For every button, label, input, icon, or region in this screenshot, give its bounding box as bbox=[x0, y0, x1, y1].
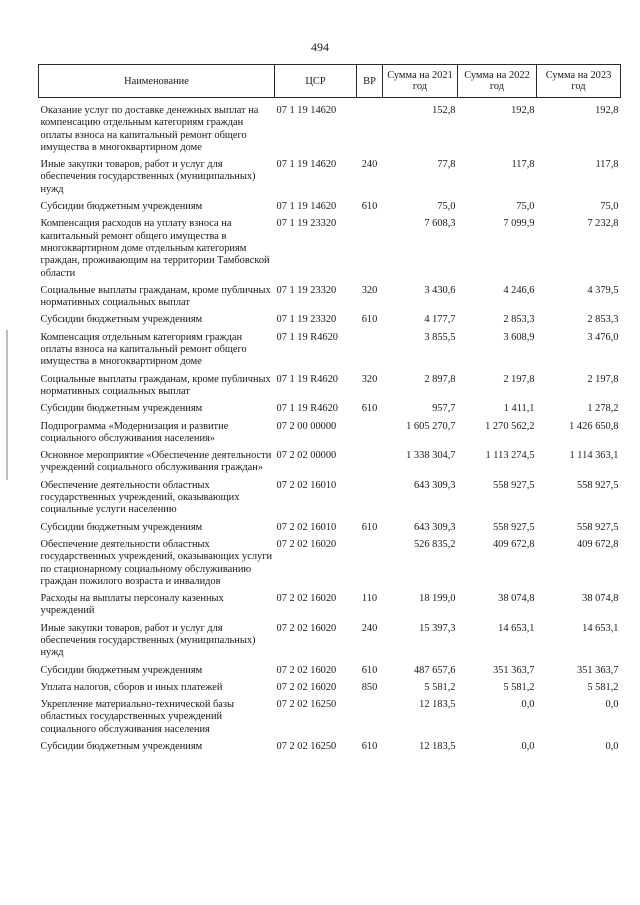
row-sum-2022: 0,0 bbox=[521, 741, 535, 753]
table-row bbox=[39, 201, 621, 218]
row-sum-2023: 409 672,8 bbox=[576, 538, 619, 550]
row-name: Иные закупки товаров, работ и услуг для обеспечения государственных (муниципальных) нужд bbox=[40, 622, 256, 659]
row-sum-2022: 117,8 bbox=[511, 159, 535, 171]
row-name: Субсидии бюджетным учреждениям bbox=[40, 201, 203, 213]
row-csr: 07 2 02 00000 bbox=[276, 450, 337, 462]
row-sum-2021: 487 657,6 bbox=[413, 664, 456, 676]
row-sum-2023: 0,0 bbox=[605, 699, 619, 711]
row-vr bbox=[357, 480, 383, 522]
row-vr bbox=[357, 218, 383, 284]
row-csr: 07 1 19 14620 bbox=[276, 159, 337, 171]
row-name: Субсидии бюджетным учреждениям bbox=[40, 314, 203, 326]
table-row bbox=[39, 332, 621, 374]
table-row bbox=[39, 421, 621, 451]
table-row bbox=[39, 159, 621, 201]
row-sum-2022: 1 411,1 bbox=[503, 403, 535, 415]
row-sum-2023: 117,8 bbox=[595, 159, 619, 171]
row-name: Субсидии бюджетным учреждениям bbox=[40, 403, 203, 415]
header-sum-2021: Сумма на 2021 год bbox=[383, 65, 458, 98]
row-name: Субсидии бюджетным учреждениям bbox=[40, 521, 203, 533]
row-csr: 07 1 19 23320 bbox=[276, 314, 337, 326]
row-sum-2022: 14 653,1 bbox=[498, 622, 535, 634]
row-sum-2021: 152,8 bbox=[432, 105, 456, 116]
row-vr bbox=[357, 332, 383, 374]
row-csr: 07 1 19 23320 bbox=[276, 284, 337, 296]
table-row bbox=[39, 403, 621, 420]
row-csr: 07 2 00 00000 bbox=[276, 420, 337, 432]
header-sum-2023: Сумма на 2023 год bbox=[537, 65, 621, 98]
row-vr: 610 bbox=[361, 664, 378, 676]
row-sum-2021: 75,0 bbox=[437, 201, 456, 213]
row-sum-2023: 351 363,7 bbox=[576, 664, 619, 676]
row-csr: 07 1 19 R4620 bbox=[276, 403, 338, 415]
table-row bbox=[39, 450, 621, 480]
row-csr: 07 2 02 16010 bbox=[276, 521, 337, 533]
row-sum-2023: 38 074,8 bbox=[582, 593, 619, 605]
row-vr: 610 bbox=[361, 314, 378, 326]
row-name: Подпрограмма «Модернизация и развитие социального обслуживания населения» bbox=[40, 420, 229, 444]
row-sum-2021: 7 608,3 bbox=[424, 218, 456, 230]
row-sum-2022: 558 927,5 bbox=[492, 479, 535, 491]
table-row bbox=[39, 218, 621, 284]
row-sum-2021: 643 309,3 bbox=[413, 521, 456, 533]
row-sum-2021: 3 430,6 bbox=[424, 284, 456, 296]
row-vr: 610 bbox=[361, 201, 378, 213]
row-sum-2021: 1 338 304,7 bbox=[406, 450, 456, 462]
row-sum-2021: 15 397,3 bbox=[419, 622, 456, 634]
row-vr bbox=[357, 539, 383, 593]
table-row bbox=[39, 741, 621, 758]
table-row bbox=[39, 374, 621, 404]
row-sum-2022: 2 853,3 bbox=[503, 314, 535, 326]
table-row bbox=[39, 98, 621, 160]
row-sum-2022: 38 074,8 bbox=[498, 593, 535, 605]
row-sum-2022: 3 608,9 bbox=[503, 331, 535, 343]
row-sum-2021: 4 177,7 bbox=[424, 314, 456, 326]
row-sum-2023: 1 278,2 bbox=[587, 403, 619, 415]
table-row bbox=[39, 314, 621, 331]
table-row bbox=[39, 285, 621, 315]
row-name: Уплата налогов, сборов и иных платежей bbox=[40, 681, 223, 693]
row-sum-2021: 3 855,5 bbox=[424, 331, 456, 343]
header-sum-2022: Сумма на 2022 год bbox=[458, 65, 537, 98]
header-name: Наименование bbox=[39, 65, 275, 98]
row-sum-2022: 409 672,8 bbox=[492, 538, 535, 550]
row-csr: 07 2 02 16020 bbox=[276, 538, 337, 550]
header-vr: ВР bbox=[357, 65, 383, 98]
row-name: Субсидии бюджетным учреждениям bbox=[40, 664, 203, 676]
row-sum-2023: 558 927,5 bbox=[576, 521, 619, 533]
row-vr bbox=[357, 98, 383, 160]
row-sum-2021: 526 835,2 bbox=[413, 538, 456, 550]
table-row bbox=[39, 522, 621, 539]
page-number: 494 bbox=[311, 40, 329, 54]
row-name: Субсидии бюджетным учреждениям bbox=[40, 741, 203, 753]
row-csr: 07 1 19 R4620 bbox=[276, 373, 338, 385]
row-sum-2022: 0,0 bbox=[521, 699, 535, 711]
row-sum-2023: 3 476,0 bbox=[587, 331, 619, 343]
row-sum-2022: 5 581,2 bbox=[503, 681, 535, 693]
row-csr: 07 2 02 16020 bbox=[276, 622, 337, 634]
row-vr: 320 bbox=[361, 284, 378, 296]
row-sum-2023: 2 853,3 bbox=[587, 314, 619, 326]
table-row bbox=[39, 539, 621, 593]
table-row bbox=[39, 682, 621, 699]
row-vr: 240 bbox=[361, 159, 378, 171]
row-sum-2023: 0,0 bbox=[605, 741, 619, 753]
row-vr: 610 bbox=[361, 403, 378, 415]
row-vr bbox=[357, 450, 383, 480]
row-csr: 07 1 19 23320 bbox=[276, 218, 337, 230]
row-csr: 07 2 02 16020 bbox=[276, 681, 337, 693]
row-csr: 07 2 02 16010 bbox=[276, 479, 337, 491]
row-vr: 610 bbox=[361, 741, 378, 753]
row-csr: 07 2 02 16250 bbox=[276, 699, 337, 711]
row-sum-2022: 75,0 bbox=[516, 201, 535, 213]
table-row bbox=[39, 480, 621, 522]
row-sum-2023: 1 114 363,1 bbox=[569, 450, 619, 462]
table-row bbox=[39, 699, 621, 741]
row-vr bbox=[357, 699, 383, 741]
table-header bbox=[39, 65, 621, 98]
row-csr: 07 1 19 R4620 bbox=[276, 331, 338, 343]
table-body bbox=[39, 98, 621, 759]
row-name: Расходы на выплаты персоналу казенных учреждений bbox=[40, 593, 224, 617]
scan-margin-mark bbox=[6, 330, 8, 480]
table-row bbox=[39, 623, 621, 665]
row-sum-2021: 643 309,3 bbox=[413, 479, 456, 491]
row-sum-2021: 2 897,8 bbox=[424, 373, 456, 385]
table-row bbox=[39, 593, 621, 623]
row-sum-2022: 2 197,8 bbox=[503, 373, 535, 385]
table-row bbox=[39, 665, 621, 682]
row-sum-2022: 4 246,6 bbox=[503, 284, 535, 296]
row-vr bbox=[357, 421, 383, 451]
row-name: Компенсация расходов на уплату взноса на капитальный ремонт общего имущества в многоквартирном доме отдельным категориям граждан, проживающим на территории Тамбовской области bbox=[40, 218, 270, 279]
row-csr: 07 2 02 16020 bbox=[276, 593, 337, 605]
row-name: Основное мероприятие «Обеспечение деятельности учреждений социального обслуживания граждан» bbox=[40, 450, 272, 474]
row-name: Социальные выплаты гражданам, кроме публичных нормативных социальных выплат bbox=[40, 284, 271, 309]
row-sum-2021: 18 199,0 bbox=[419, 593, 456, 605]
row-vr: 240 bbox=[361, 622, 378, 634]
budget-table bbox=[38, 64, 621, 758]
row-sum-2023: 192,8 bbox=[595, 105, 619, 116]
row-name: Укрепление материально-технической базы областных государственных учреждений социального обслуживания населения bbox=[40, 699, 234, 735]
row-csr: 07 2 02 16020 bbox=[276, 664, 337, 676]
row-name: Иные закупки товаров, работ и услуг для обеспечения государственных (муниципальных) нужд bbox=[40, 159, 256, 195]
row-csr: 07 1 19 14620 bbox=[276, 105, 337, 116]
row-sum-2023: 2 197,8 bbox=[587, 373, 619, 385]
row-sum-2021: 957,7 bbox=[432, 403, 456, 415]
row-sum-2022: 192,8 bbox=[511, 105, 535, 116]
header-csr: ЦСР bbox=[275, 65, 357, 98]
row-sum-2023: 558 927,5 bbox=[576, 479, 619, 491]
row-vr: 610 bbox=[361, 521, 378, 533]
row-sum-2022: 351 363,7 bbox=[492, 664, 535, 676]
row-sum-2022: 1 270 562,2 bbox=[485, 420, 535, 432]
row-sum-2023: 5 581,2 bbox=[587, 681, 619, 693]
row-sum-2021: 5 581,2 bbox=[424, 681, 456, 693]
row-sum-2023: 4 379,5 bbox=[587, 284, 619, 296]
row-sum-2023: 7 232,8 bbox=[587, 218, 619, 230]
row-sum-2021: 1 605 270,7 bbox=[406, 420, 456, 432]
row-vr: 320 bbox=[361, 373, 378, 385]
row-name: Социальные выплаты гражданам, кроме публичных нормативных социальных выплат bbox=[40, 373, 271, 397]
row-name: Обеспечение деятельности областных государственных учреждений, оказывающих услуги по стационарному социальному обслуживанию граждан пожилого возраста и инвалидов bbox=[40, 538, 273, 587]
row-name: Обеспечение деятельности областных государственных учреждений, оказывающих социальные услуги населению bbox=[40, 479, 240, 516]
row-name: Компенсация отдельным категориям граждан оплаты взноса на капитальный ремонт общего имущества в многоквартирном доме bbox=[40, 331, 247, 368]
row-sum-2021: 77,8 bbox=[437, 159, 456, 171]
row-sum-2021: 12 183,5 bbox=[419, 699, 456, 711]
row-vr: 110 bbox=[361, 593, 378, 605]
row-vr: 850 bbox=[361, 681, 378, 693]
row-sum-2023: 75,0 bbox=[600, 201, 619, 213]
row-sum-2021: 12 183,5 bbox=[419, 741, 456, 753]
row-sum-2022: 7 099,9 bbox=[503, 218, 535, 230]
row-sum-2022: 1 113 274,5 bbox=[485, 450, 535, 462]
row-name: Оказание услуг по доставке денежных выплат на компенсацию отдельным категориям граждан оплаты взноса на капитальный ремонт общего имущества в многоквартирном доме bbox=[40, 105, 259, 153]
row-sum-2023: 1 426 650,8 bbox=[569, 420, 619, 432]
row-sum-2023: 14 653,1 bbox=[582, 622, 619, 634]
row-csr: 07 2 02 16250 bbox=[276, 741, 337, 753]
row-sum-2022: 558 927,5 bbox=[492, 521, 535, 533]
row-csr: 07 1 19 14620 bbox=[276, 201, 337, 213]
